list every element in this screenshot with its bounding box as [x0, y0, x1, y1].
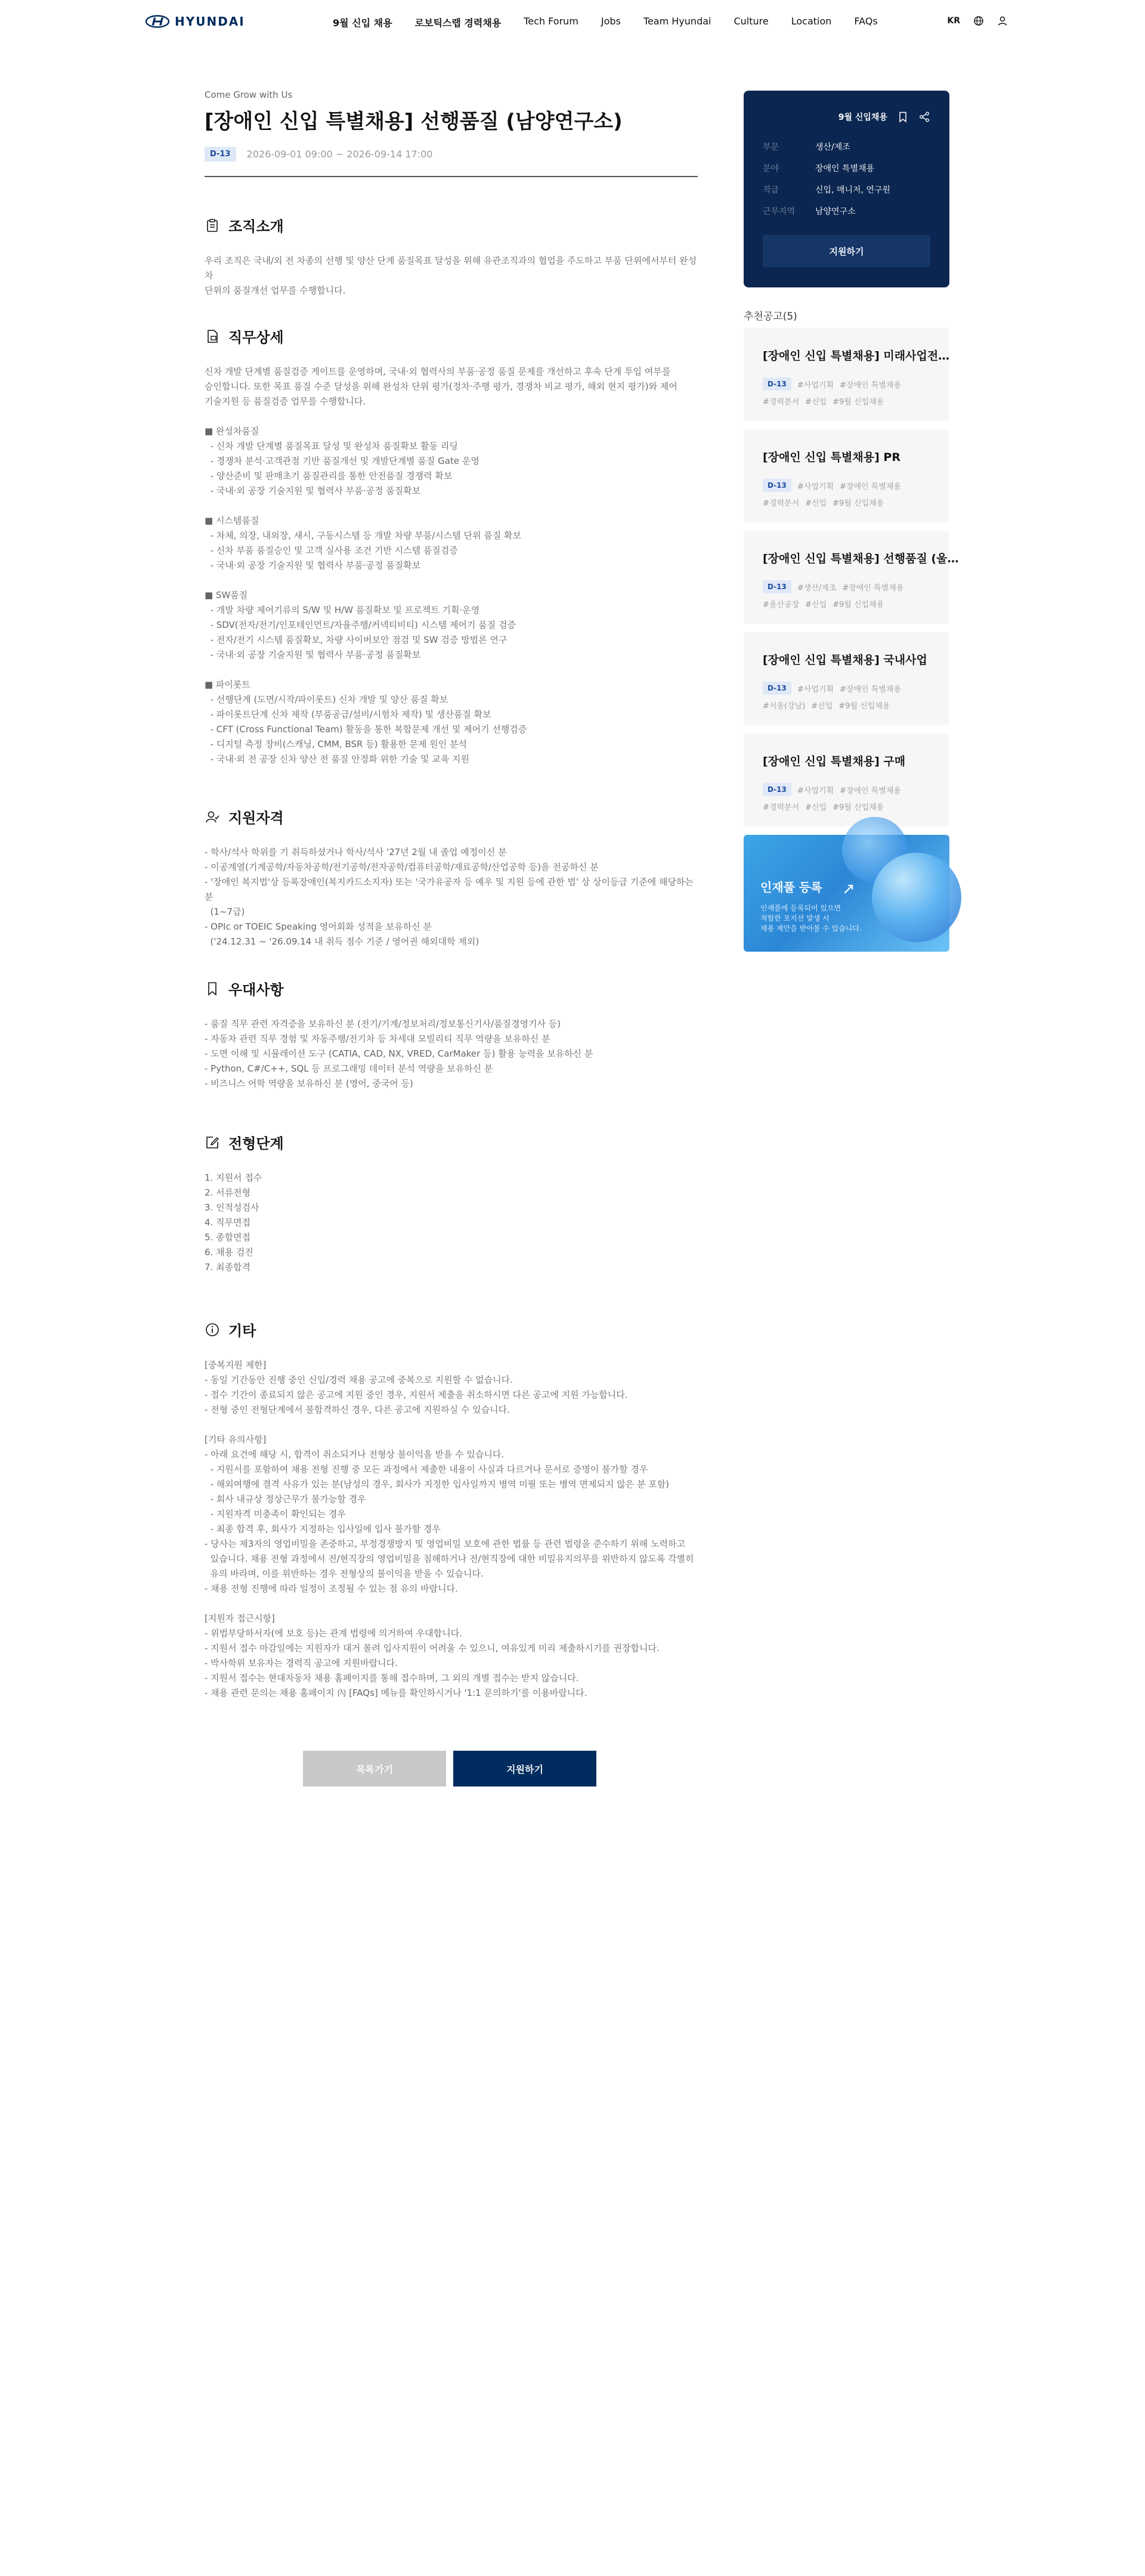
recommended-job-card[interactable] [744, 328, 949, 421]
user-icon[interactable] [997, 16, 1008, 26]
talent-pool-banner[interactable] [744, 835, 949, 952]
section-title: 기타 [228, 1323, 256, 1339]
tag: #장애인 특별채용 [840, 685, 901, 694]
info-key: 근무지역 [763, 207, 796, 216]
body-line: - 국내·외 공장 기술지원 및 협력사 부품·공정 품질확보 [205, 485, 421, 496]
tag: #사업기획 [797, 685, 834, 694]
edit-icon [205, 1135, 220, 1150]
body-line: 단위의 품질개선 업무를 수행합니다. [205, 285, 346, 296]
info-value: 신입, 매니저, 연구원 [815, 185, 890, 195]
tag: #장애인 특별채용 [840, 786, 901, 795]
body-line: [기타 유의사항] [205, 1434, 267, 1445]
paragraph-gap [205, 1417, 698, 1432]
body-line: - Python, C#/C++, SQL 등 프로그래밍 데이터 분석 역량을 보유하신 분 [205, 1063, 493, 1074]
language-toggle[interactable]: KR [947, 16, 960, 26]
share-icon[interactable] [918, 111, 930, 123]
paragraph-gap [205, 409, 698, 424]
paragraph-gap [205, 573, 698, 588]
tag: #9월 신입채용 [833, 398, 884, 407]
body-line: - 양산준비 및 판매초기 품질관리를 통한 안전품질 경쟁력 확보 [205, 470, 453, 481]
paragraph-gap [205, 1596, 698, 1611]
body-line: 유의 바라며, 이를 위반하는 경우 전형상의 불이익을 받을 수 있습니다. [205, 1568, 484, 1579]
tag: #경력분서 [763, 499, 800, 508]
dday-badge: D-13 [205, 147, 236, 162]
tag: #사업기획 [797, 786, 834, 795]
section-body [205, 845, 698, 949]
recommended-job-card[interactable] [744, 632, 949, 725]
info-key: 직급 [763, 185, 779, 195]
body-line: ■ SW품질 [205, 590, 248, 600]
rec-job-tags [763, 377, 930, 407]
body-line: 신차 개발 단계별 품질검증 게이트를 운영하며, 국내·외 협력사의 부품·공정 품질 문제를 개선하고 후속 단계 투입 여부를 [205, 366, 671, 377]
rec-job-tags [763, 783, 930, 812]
recommended-job-card[interactable] [744, 733, 949, 826]
bookmark-icon [205, 981, 220, 996]
section-body [205, 253, 698, 298]
body-line: - 박사학위 보유자는 경력직 공고에 지원바랍니다. [205, 1658, 398, 1668]
body-line: - 개발 차량 제어기류의 S/W 및 H/W 품질확보 및 프로젝트 기획·운영 [205, 605, 480, 615]
body-line: - 전자/전기 시스템 품질확보, 차량 사이버보안 점검 및 SW 검증 방법론 연구 [205, 634, 507, 645]
rec-job-tags [763, 479, 930, 508]
list-button[interactable]: 목록가기 [303, 1751, 446, 1787]
section-title: 조직소개 [228, 218, 284, 235]
section-etc [205, 1319, 698, 1701]
title-divider [205, 176, 698, 177]
tag: #신입 [805, 803, 827, 812]
global-navigation-bar [0, 0, 1145, 43]
body-line: - '장애인 복지법'상 등록장애인(복지카드소지자) 또는 '국가유공자 등 예우 및 지원 등에 관한 법' 상 상이등급 기준에 해당하는 분 [205, 877, 697, 902]
body-line: - 자동차 관련 직무 경험 및 자동주행/전기차 등 차세대 모빌리티 직무 역량을 보유하신 분 [205, 1033, 550, 1044]
body-line: [중복지원 제한] [205, 1360, 267, 1370]
body-line: - 최종 합격 후, 회사가 지정하는 입사일에 입사 불가할 경우 [205, 1524, 441, 1534]
tag: #9월 신입채용 [833, 499, 884, 508]
info-icon [205, 1322, 220, 1337]
info-row-location [763, 205, 930, 217]
body-line: - 아래 요건에 해당 시, 합격이 취소되거나 전형상 불이익을 받을 수 있습니다. [205, 1449, 505, 1460]
recommended-job-card[interactable] [744, 429, 949, 522]
tag: #9월 신입채용 [833, 803, 884, 812]
section-process [205, 1132, 698, 1275]
dday-badge: D-13 [763, 580, 791, 593]
section-duty [205, 326, 698, 767]
body-line: (1~7급) [205, 906, 245, 917]
body-line: - 회사 내규상 정상근무가 불가능할 경우 [205, 1494, 366, 1504]
tag: #사업기획 [797, 380, 834, 390]
rec-job-title: [장애인 신입 특별채용] 선행품질 (울… [763, 552, 959, 565]
body-line: 3. 인적성검사 [205, 1202, 259, 1213]
paragraph-gap [205, 662, 698, 677]
body-line: - 동일 기간동안 진행 중인 신입/경력 채용 공고에 중복으로 지원할 수 없습니다. [205, 1374, 513, 1385]
dday-badge: D-13 [763, 783, 791, 796]
section-body [205, 1171, 698, 1275]
tag: #사업기획 [797, 482, 834, 491]
body-line: - CFT (Cross Functional Team) 활동을 통한 복합문제 개선 및 제어기 선행검증 [205, 724, 527, 735]
rec-job-tags [763, 682, 930, 711]
person-check-icon [205, 809, 220, 825]
body-line: - 지원자격 미충족이 확인되는 경우 [205, 1509, 346, 1519]
body-line: - 선행단계 (도면/시작/파이롯트) 신차 개발 및 양산 품질 확보 [205, 694, 448, 705]
body-line: - 신차 부품 품질승인 및 고객 실사용 조건 기반 시스템 품질검증 [205, 545, 458, 556]
body-line: 기술지원 등 품질검증 업무를 수행합니다. [205, 396, 366, 407]
body-line: - 국내·외 공장 기술지원 및 협력사 부품·공정 품질확보 [205, 649, 421, 660]
arrow-up-right-icon: ↗ [842, 880, 855, 898]
body-line: 승인합니다. 또한 목표 품질 수준 달성을 위해 완성차 단위 평가(정차·주행 평가, 경쟁차 비교 평가, 해외 현지 평가)와 제어 [205, 381, 677, 392]
apply-button[interactable]: 지원하기 [453, 1751, 596, 1787]
body-line: - 채용 전형 진행에 따라 일정이 조정될 수 있는 점 유의 바랍니다. [205, 1583, 458, 1594]
recommended-title: 추천공고(5) [744, 311, 797, 323]
tag: #생산/제조 [797, 583, 837, 593]
body-line: - 이공계열(기계공학/자동차공학/전기공학/전자공학/컴퓨터공학/재료공학/산업공학 등)을 전공하신 분 [205, 862, 599, 872]
body-line: - 도면 이해 및 시뮬레이션 도구 (CATIA, CAD, NX, VRED, CarMaker 등) 활용 능력을 보유하신 분 [205, 1048, 593, 1059]
job-summary-card [744, 91, 949, 287]
recruit-badge: 9월 신입채용 [838, 113, 887, 122]
body-line: 1. 지원서 접수 [205, 1172, 262, 1183]
info-value: 장애인 특별채용 [815, 164, 875, 174]
body-line: - 지원서 접수는 현대자동차 채용 홈페이지를 통해 접수하며, 그 외의 개별 접수는 받지 않습니다. [205, 1673, 579, 1683]
bookmark-icon[interactable] [897, 111, 909, 123]
info-row-division [763, 141, 930, 153]
dday-badge: D-13 [763, 377, 791, 391]
sidebar-apply-button[interactable]: 지원하기 [763, 235, 930, 267]
header-utilities [947, 16, 1008, 26]
clipboard-icon [205, 218, 220, 233]
rec-job-title: [장애인 신입 특별채용] 미래사업전… [763, 349, 950, 363]
nav-item-tech-forum[interactable]: Tech Forum [524, 16, 578, 27]
body-line: 5. 종합면접 [205, 1232, 251, 1243]
nav-item-team-hyundai[interactable]: Team Hyundai [643, 16, 711, 27]
nav-item-robotics-lab[interactable]: 로보틱스랩 경력채용 [414, 17, 502, 29]
job-header [205, 89, 698, 177]
hyundai-emblem-icon [145, 15, 170, 28]
body-line: 2. 서류전형 [205, 1187, 251, 1198]
body-line: - SDV(전자/전기/인포테인먼트/자율주행/커넥티비티) 시스템 제어기 품질 검증 [205, 620, 516, 630]
banner-description: 인재풀에 등록되어 있으면 적합한 포지션 발생 시 채용 제안을 받아볼 수 있습니다. [760, 904, 862, 933]
body-line: - 디지털 측정 장비(스캐닝, CMM, BSR 등) 활용한 문제 원인 분석 [205, 739, 468, 750]
body-line: - 학사/석사 학위를 기 취득하셨거나 학사/석사 '27년 2월 내 졸업 예정이신 분 [205, 847, 507, 857]
rec-job-tags [763, 580, 930, 609]
info-row-field [763, 162, 930, 174]
tag: #9월 신입채용 [838, 702, 890, 711]
body-line: - 전형 중인 전형단계에서 불합격하신 경우, 다른 공고에 지원하실 수 있습니다. [205, 1404, 510, 1415]
nav-item-culture[interactable]: Culture [734, 16, 769, 27]
body-line: - 채용 관련 문의는 채용 홈페이지 內 [FAQs] 메뉴를 확인하시거나 '1:1 문의하기'를 이용바랍니다. [205, 1688, 587, 1698]
info-key: 분야 [763, 164, 779, 174]
body-line: - 지원서를 포함하여 채용 전형 진행 중 모든 과정에서 제출한 내용이 사실과 다르거나 문서로 증명이 불가할 경우 [205, 1464, 648, 1475]
logo-text: HYUNDAI [175, 14, 245, 29]
section-preference [205, 978, 698, 1091]
tag: #장애인 특별채용 [842, 583, 904, 593]
nav-item-jobs[interactable]: Jobs [601, 16, 621, 27]
rec-job-title: [장애인 신입 특별채용] 구매 [763, 755, 906, 768]
rec-job-title: [장애인 신입 특별채용] 국내사업 [763, 654, 927, 667]
body-line: 7. 최종합격 [205, 1262, 251, 1272]
tag: #서울(강남) [763, 702, 806, 711]
section-org [205, 215, 698, 298]
section-title: 전형단계 [228, 1135, 284, 1152]
tag: #9월 신입채용 [833, 600, 884, 609]
globe-icon[interactable] [973, 16, 984, 26]
paragraph-gap [205, 499, 698, 513]
job-info-list [763, 141, 930, 217]
job-meta [205, 147, 698, 162]
body-line: - 품질 직무 관련 자격증을 보유하신 분 (전기/기계/정보처리/정보통신기사/품질경영기사 등) [205, 1018, 561, 1029]
body-line: - 당사는 제3자의 영업비밀을 존중하고, 부정경쟁방지 및 영업비밀 보호에 관한 법률 등 관련 법령을 준수하기 위해 노력하고 [205, 1538, 686, 1549]
page-title: [장애인 신입 특별채용] 선행품질 (남양연구소) [205, 110, 623, 134]
application-period: 2026-09-01 09:00 ~ 2026-09-14 17:00 [246, 148, 433, 160]
body-line: - 파이롯트단계 신차 제작 (부품공급/설비/시험차 제작) 및 생산품질 확보 [205, 709, 491, 720]
body-line: - 경쟁차 분석·고객관점 기반 품질개선 및 개발단계별 품질 Gate 운영 [205, 456, 479, 466]
main-nav [333, 16, 900, 29]
tag: #신입 [805, 499, 827, 508]
nav-item-location[interactable]: Location [791, 16, 832, 27]
nav-item-faqs[interactable]: FAQs [854, 16, 878, 27]
section-body [205, 1358, 698, 1701]
rec-job-title: [장애인 신입 특별채용] PR [763, 451, 900, 464]
body-line: ('24.12.31 ~ '26.09.14 내 취득 점수 기준 / 영어권 해외대학 제외) [205, 936, 479, 947]
body-line: - 신차 개발 단계별 품질목표 달성 및 완성차 품질확보 활동 리딩 [205, 441, 458, 451]
body-line: - 국내·외 전 공장 신차 양산 전 품질 안정화 위한 기술 및 교육 지원 [205, 754, 469, 764]
tag: #신입 [811, 702, 833, 711]
body-line: ■ 시스템품질 [205, 515, 259, 526]
body-line: - 해외여행에 결격 사유가 있는 분(남성의 경우, 회사가 지정한 입사일까지 병역 미필 또는 병역 면제되지 않은 분 포함) [205, 1479, 670, 1490]
body-line: - 접수 기간이 종료되지 않은 공고에 지원 중인 경우, 지원서 제출을 취소하시면 다른 공고에 지원 가능합니다. [205, 1389, 628, 1400]
banner-title: 인재풀 등록 [760, 880, 822, 894]
body-line: ■ 완성차품질 [205, 426, 259, 436]
nav-item-september-recruit[interactable]: 9월 신입 채용 [333, 17, 392, 29]
info-value: 남양연구소 [815, 207, 856, 216]
document-icon [205, 329, 220, 344]
body-line: - 지원서 접수 마감일에는 지원자가 대거 몰려 입사지원이 어려울 수 있으니, 여유있게 미리 제출하시기를 권장합니다. [205, 1643, 660, 1654]
body-line: - 위법부당하서자(에 보호 등)는 관계 법령에 의거하여 우대합니다. [205, 1628, 463, 1639]
tag: #울산공장 [763, 600, 800, 609]
info-key: 부문 [763, 143, 779, 152]
body-line: - OPIc or TOEIC Speaking 영어회화 성적을 보유하신 분 [205, 921, 432, 932]
dday-badge: D-13 [763, 479, 791, 492]
bottom-buttons [303, 1751, 596, 1787]
section-body [205, 364, 698, 767]
section-qualification [205, 806, 698, 949]
info-value: 생산/제조 [815, 143, 850, 152]
section-title: 직무상세 [228, 329, 284, 346]
body-line: 있습니다. 채용 전형 과정에서 전/현직장의 영업비밀을 침해하거나 전/현직장에 대한 비밀유지의무를 위반하지 않도록 각별히 [205, 1553, 694, 1564]
body-line: [지원자 접근시항] [205, 1613, 275, 1624]
tag: #경력분서 [763, 398, 800, 407]
body-line: 우리 조직은 국내/외 전 차종의 선행 및 양산 단계 품질목표 달성을 위해 유관조직과의 협업을 주도하고 부품 단위에서부터 완성차 [205, 255, 697, 281]
body-line: - 국내·외 공장 기술지원 및 협력사 부품·공정 품질확보 [205, 560, 421, 571]
section-title: 우대사항 [228, 982, 284, 998]
body-line: 4. 직무면접 [205, 1217, 251, 1228]
tag: #신입 [805, 600, 827, 609]
eyebrow-text: Come Grow with Us [205, 89, 293, 100]
body-line: ■ 파이롯트 [205, 679, 250, 690]
tag: #경력분서 [763, 803, 800, 812]
tag: #신입 [805, 398, 827, 407]
dday-badge: D-13 [763, 682, 791, 695]
tag: #장애인 특별채용 [840, 482, 901, 491]
tag: #장애인 특별채용 [840, 380, 901, 390]
body-line: - 비즈니스 어학 역량을 보유하신 분 (영어, 중국어 등) [205, 1078, 413, 1089]
hyundai-logo[interactable] [145, 14, 245, 29]
body-line: - 차체, 의장, 내외장, 섀시, 구동시스템 등 개발 차량 부품/시스템 단위 품질 확보 [205, 530, 522, 541]
section-title: 지원자격 [228, 810, 284, 826]
section-body [205, 1017, 698, 1091]
recommended-job-card[interactable] [744, 531, 959, 624]
info-row-grade [763, 184, 930, 196]
body-line: 6. 채용 검진 [205, 1247, 253, 1258]
